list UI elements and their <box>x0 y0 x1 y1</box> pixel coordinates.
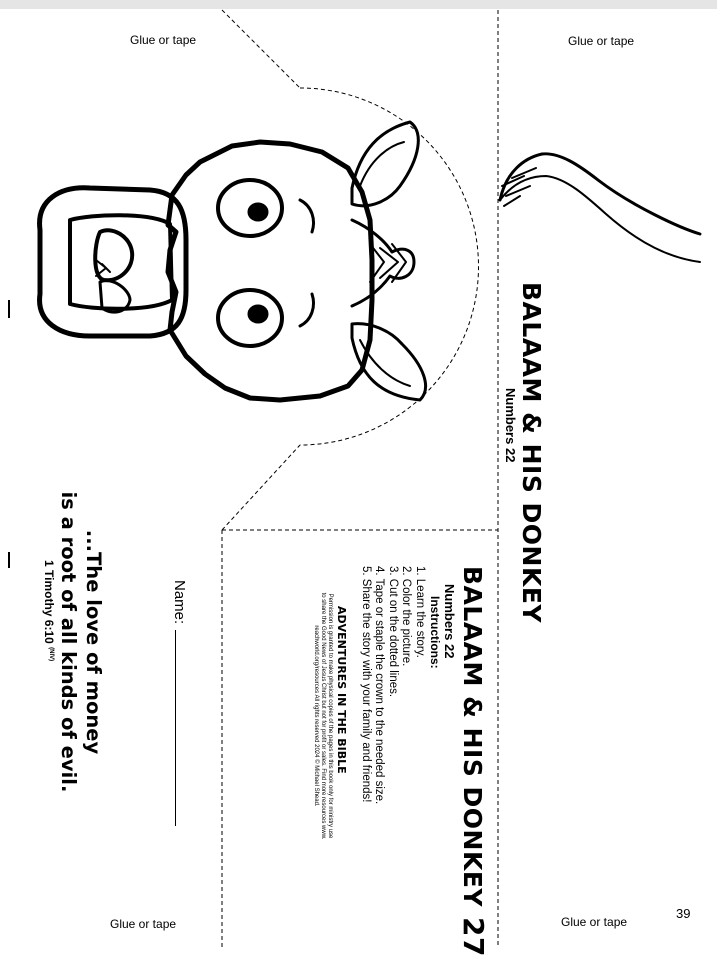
name-field[interactable] <box>171 580 188 826</box>
cut-line-diagonal-bottom <box>222 445 300 530</box>
instruction-step: 2. Color the picture. <box>400 566 413 667</box>
instruction-step: 5. Share the story with your family and friends! <box>360 566 372 803</box>
verse-line-2: is a root of all kinds of evil. <box>57 491 80 793</box>
memory-verse <box>42 452 106 832</box>
name-label: Name: <box>171 580 188 625</box>
page-number: 39 <box>676 906 691 921</box>
lesson-number: 27 <box>457 917 490 957</box>
instruction-step: 3. Cut on the dotted lines. <box>387 566 399 698</box>
instruction-step: 1. Learn the story. <box>414 566 426 658</box>
verse-line-1: ...The love of money <box>82 529 105 755</box>
instructions-reference: Numbers 22 <box>442 584 457 659</box>
crown-reference: Numbers 22 <box>503 388 518 463</box>
glue-label-top-left: Glue or tape <box>130 33 197 47</box>
glue-label-top-right: Glue or tape <box>568 34 635 48</box>
instructions-title: BALAAM & HIS DONKEY <box>458 566 487 908</box>
instructions-heading: Instructions: <box>428 596 442 669</box>
glue-label-bottom-right: Glue or tape <box>561 915 628 929</box>
instruction-step: 4. Tape or staple the crown to the needed size. <box>373 566 386 805</box>
series-title: ADVENTURES IN THE BIBLE <box>335 606 349 774</box>
permission-notice: Permission is granted to make physical copies of the pages in this book only for ministry use to share the Good News of Jesus Christ but not for profit or sales. Find more resources www. reachworld.org/resources All rights reserved 2024 © Michael Shead. <box>313 592 334 840</box>
cut-line-diagonal-top <box>222 10 300 88</box>
instructions-panel <box>313 566 491 957</box>
crown-title: BALAAM & HIS DONKEY <box>517 282 546 624</box>
verse-reference: 1 Timothy 6:10 $^{(NIV)}$ <box>42 560 56 662</box>
name-line[interactable] <box>175 630 176 826</box>
instruction-steps <box>359 566 427 896</box>
donkey-face-illustration <box>40 122 426 400</box>
donkey-tail-illustration <box>500 154 700 262</box>
glue-label-bottom-left: Glue or tape <box>110 917 177 931</box>
